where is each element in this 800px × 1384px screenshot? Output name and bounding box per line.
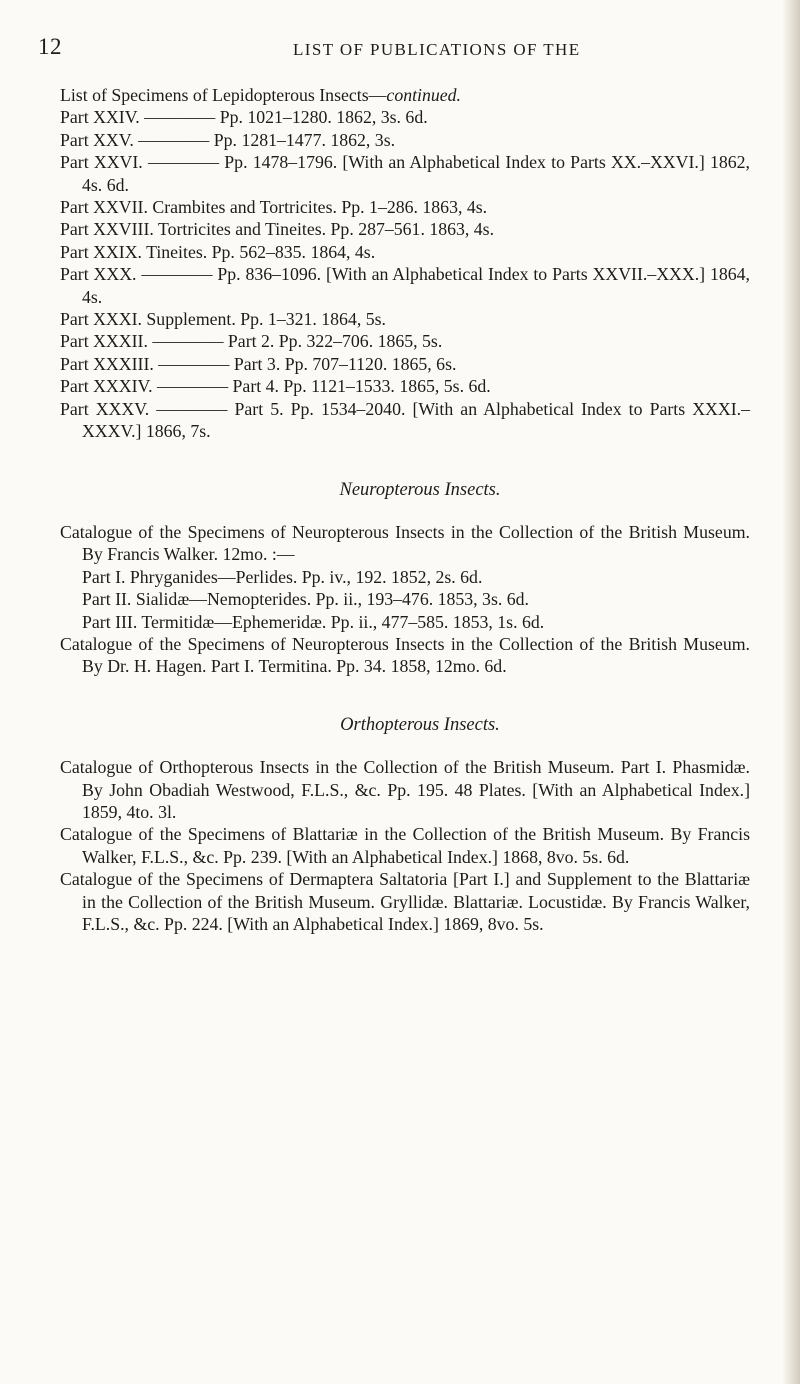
- list-item: Part XXX. ———— Pp. 836–1096. [With an Alphabetical Index to Parts XXVII.–XXX.] 1864, 4s.: [60, 264, 750, 307]
- list-item: Part XXV. ———— Pp. 1281–1477. 1862, 3s.: [60, 129, 396, 150]
- running-head: LIST OF PUBLICATIONS OF THE: [293, 40, 581, 59]
- list-item: Part XXXV. ———— Part 5. Pp. 1534–2040. [With an Alphabetical Index to Parts XXXI.–XXXV.] 1866, 7s.: [60, 398, 750, 442]
- list-item: Part XXVI. ———— Pp. 1478–1796. [With an Alphabetical Index to Parts XX.–XXVI.] 1862, 4s. 6d.: [60, 152, 750, 195]
- page-edge-shadow: [782, 0, 800, 1384]
- list-item: Part XXXII. ———— Part 2. Pp. 322–706. 1865, 5s.: [60, 331, 443, 352]
- list-item: Part XXXIV. ———— Part 4. Pp. 1121–1533. 1865, 5s. 6d.: [60, 376, 491, 397]
- list-item: Part II. Sialidæ—Nemopterides. Pp. ii., 193–476. 1853, 3s. 6d.: [82, 589, 529, 610]
- list-item: Part I. Phryganides—Perlides. Pp. iv., 192. 1852, 2s. 6d.: [82, 566, 483, 587]
- list-item: Catalogue of the Specimens of Neuropterous Insects in the Collection of the British Museum. By Francis Walker. 12mo. :—: [60, 521, 750, 565]
- list-item: Catalogue of the Specimens of Neuropterous Insects in the Collection of the British Museum. By Dr. H. Hagen. Part I. Termitina. Pp. 34. 1858, 12mo. 6d.: [60, 633, 750, 677]
- list-item: Catalogue of the Specimens of Blattariæ in the Collection of the British Museum. By Francis Walker, F.L.S., &c. Pp. 239. [With an Alphabetical Index.] 1868, 8vo. 5s. 6d.: [60, 824, 750, 867]
- page-header: [38, 34, 758, 64]
- list-item: Catalogue of the Specimens of Dermaptera Saltatoria [Part I.] and Supplement to the Blattariæ in the Collection of the British Museum. Gryllidæ. Blattariæ. Locustidæ. By Francis Walker, F.L.S., &c. Pp. 224. [With an Alphabetical Index.] 1869, 8vo. 5s.: [60, 869, 750, 934]
- list-item: Part XXVII. Crambites and Tortricites. Pp. 1–286. 1863, 4s.: [60, 197, 488, 218]
- list-item: Part XXIX. Tineites. Pp. 562–835. 1864, 4s.: [60, 241, 376, 262]
- lepidoptera-section: [60, 84, 750, 443]
- neuroptera-section: [60, 479, 750, 678]
- list-item: Part XXIV. ———— Pp. 1021–1280. 1862, 3s. 6d.: [60, 107, 428, 128]
- section-heading-neuroptera: Neuropterous Insects.: [339, 479, 501, 500]
- list-intro: List of Specimens of Lepidopterous Insects—continued.: [60, 85, 461, 105]
- section-heading-orthoptera: Orthopterous Insects.: [340, 714, 500, 735]
- list-item: Catalogue of Orthopterous Insects in the Collection of the British Museum. Part I. Phasmidæ. By John Obadiah Westwood, F.L.S., &c. Pp. 195. 48 Plates. [With an Alphabetical Index.] 1859, 4to. 3l.: [60, 757, 750, 822]
- page-number: 12: [38, 34, 62, 59]
- page-body: [60, 84, 750, 935]
- list-item: Part III. Termitidæ—Ephemeridæ. Pp. ii., 477–585. 1853, 1s. 6d.: [82, 611, 545, 632]
- list-item: Part XXVIII. Tortricites and Tineites. Pp. 287–561. 1863, 4s.: [60, 219, 495, 240]
- orthoptera-section: [60, 714, 750, 936]
- list-item: Part XXXI. Supplement. Pp. 1–321. 1864, 5s.: [60, 309, 386, 330]
- list-item: Part XXXIII. ———— Part 3. Pp. 707–1120. 1865, 6s.: [60, 353, 457, 374]
